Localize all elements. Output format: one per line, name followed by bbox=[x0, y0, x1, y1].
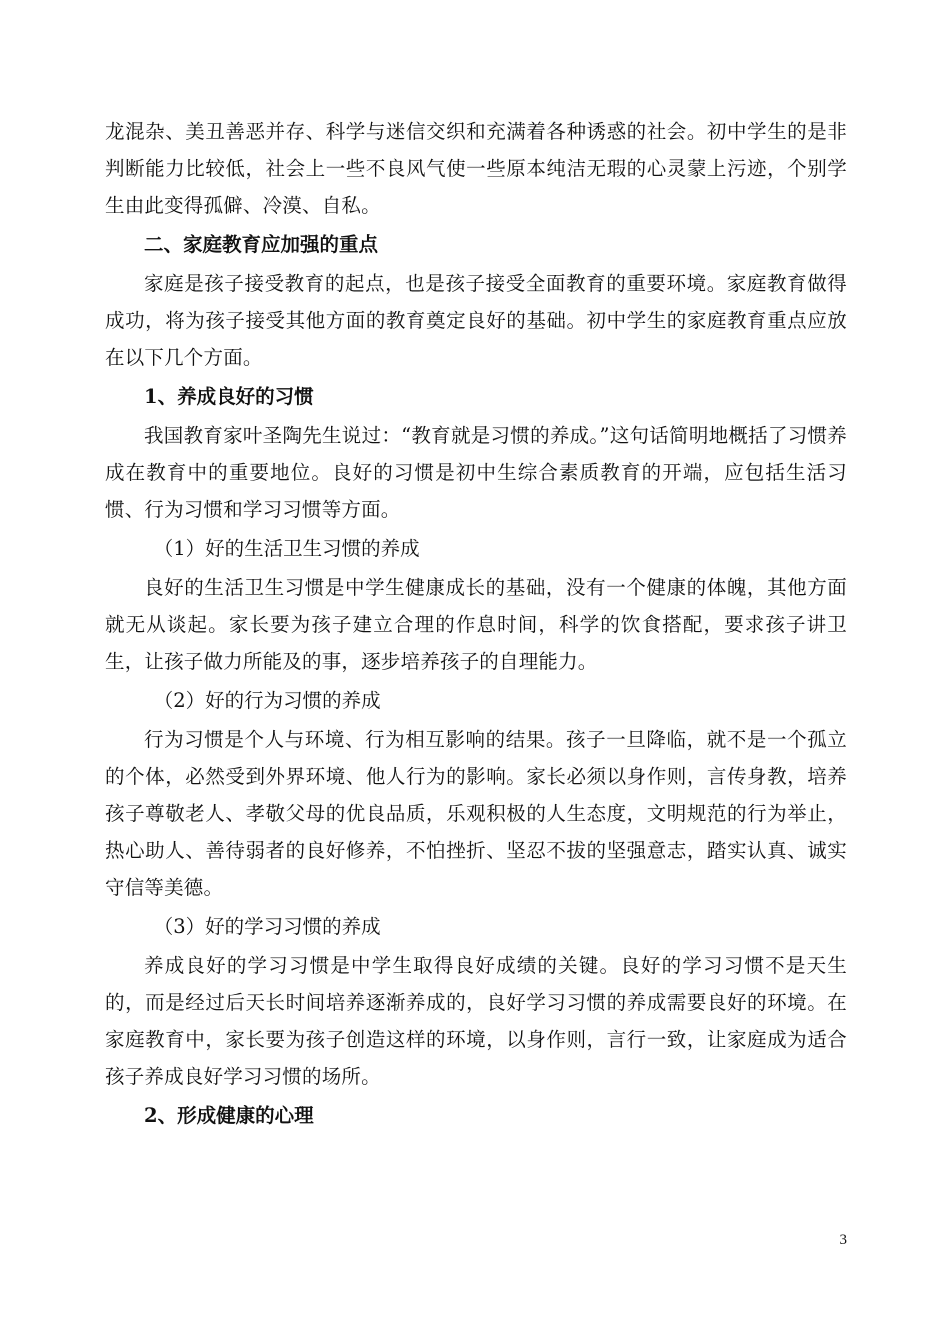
paragraph-life-habits: 良好的生活卫生习惯是中学生健康成长的基础，没有一个健康的体魄，其他方面就无从谈起。家长要为孩子建立合理的作息时间，科学的饮食搭配，要求孩子讲卫生，让孩子做力所能及的事，逐步培养孩子的自理能力。 bbox=[105, 576, 847, 673]
item-heading-behavior-habits: （2）好的行为习惯的养成 bbox=[153, 689, 381, 712]
paragraph-behavior-habits: 行为习惯是个人与环境、行为相互影响的结果。孩子一旦降临，就不是一个孤立的个体，必然受到外界环境、他人行为的影响。家长必须以身作则，言传身教，培养孩子尊敬老人、孝敬父母的优良品质，乐观积极的人生态度，文明规范的行为举止，热心助人、善待弱者的良好修养，不怕挫折、坚忍不拔的坚强意志，踏实认真、诚实守信等美德。 bbox=[105, 728, 847, 899]
subsection-heading-mental-health: 2、形成健康的心理 bbox=[144, 1104, 314, 1127]
paragraph-continuation: 龙混杂、美丑善恶并存、科学与迷信交织和充满着各种诱惑的社会。初中学生的是非判断能力比较低，社会上一些不良风气使一些原本纯洁无瑕的心灵蒙上污迹，个别学生由此变得孤僻、冷漠、自私。 bbox=[105, 120, 847, 217]
page-number: 3 bbox=[839, 1232, 847, 1248]
paragraph-study-habits: 养成良好的学习习惯是中学生取得良好成绩的关键。良好的学习习惯不是天生的，而是经过后天长时间培养逐渐养成的，良好学习习惯的养成需要良好的环境。在家庭教育中，家长要为孩子创造这样的环境，以身作则，言行一致，让家庭成为适合孩子养成良好学习习惯的场所。 bbox=[105, 954, 847, 1088]
document-body bbox=[105, 113, 847, 1136]
paragraph-ye-shengtao: 我国教育家叶圣陶先生说过：“教育就是习惯的养成。”这句话简明地概括了习惯养成在教育中的重要地位。良好的习惯是初中生综合素质教育的开端，应包括生活习惯、行为习惯和学习习惯等方面。 bbox=[105, 424, 847, 521]
subsection-heading-habits: 1、养成良好的习惯 bbox=[144, 385, 314, 408]
item-heading-study-habits: （3）好的学习习惯的养成 bbox=[153, 915, 381, 938]
item-heading-life-habits: （1）好的生活卫生习惯的养成 bbox=[153, 537, 420, 560]
section-heading-2: 二、家庭教育应加强的重点 bbox=[144, 233, 379, 256]
paragraph-family-education: 家庭是孩子接受教育的起点，也是孩子接受全面教育的重要环境。家庭教育做得成功，将为孩子接受其他方面的教育奠定良好的基础。初中学生的家庭教育重点应放在以下几个方面。 bbox=[105, 272, 847, 369]
